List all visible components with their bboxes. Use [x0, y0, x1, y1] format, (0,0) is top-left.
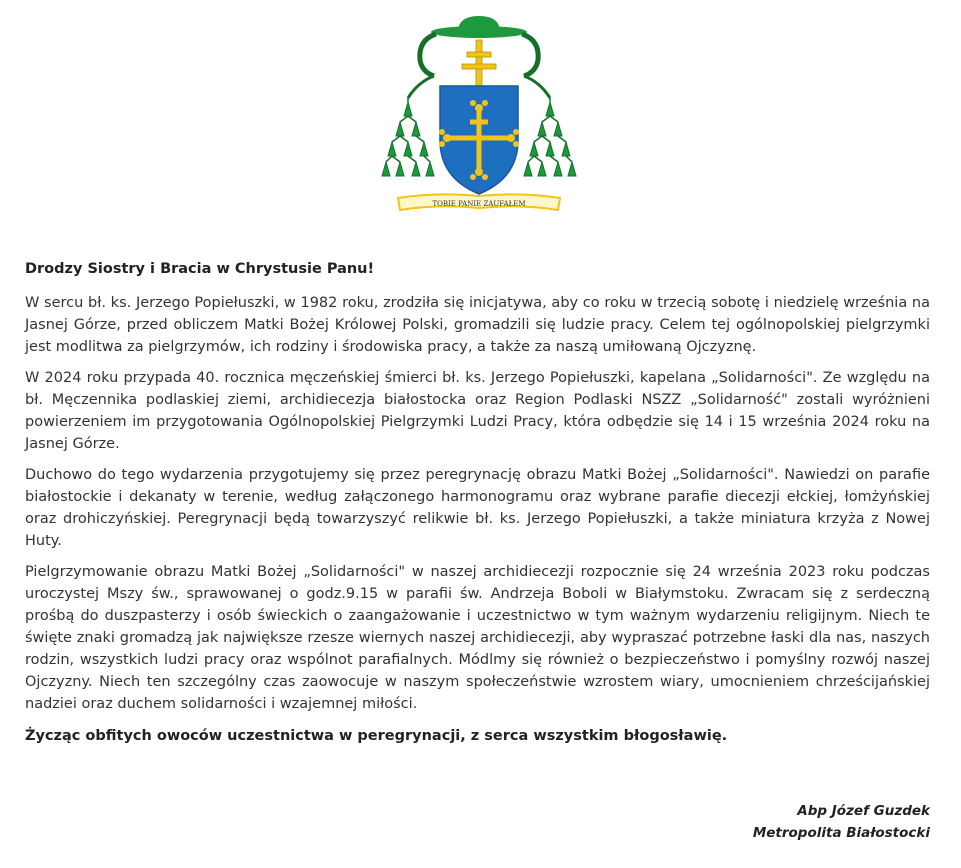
- paragraph-4: Pielgrzymowanie obrazu Matki Bożej „Solidarności" w naszej archidiecezji rozpocznie się 24 września 2023 roku podczas uroczystej Mszy św., sprawowanej o godz.9.15 w parafii św. Andrzeja Boboli w Białymstoku. Zwracam się z serdeczną prośbą do duszpasterzy i osób świeckich o zaangażowanie i uczestnictwo w tym ważnym wydarzeniu religijnym. Niech te święte znaki gromadzą jak największe rzesze wiernych naszej archidiecezji, aby wypraszać potrzebne łaski dla nas, naszych rodzin, wszystkich ludzi pracy oraz wspólnot parafialnych. Módlmy się również o bezpieczeństwo i pomyślny rozwój naszej Ojczyzny. Niech ten szczególny czas zaowocuje w naszym społeczeństwie wzrostem wiary, umocnieniem chrześcijańskiej nadziei oraz duchem solidarności i wzajemnej miłości.: [25, 564, 930, 712]
- paragraph-2: W 2024 roku przypada 40. rocznica męczeńskiej śmierci bł. ks. Jerzego Popiełuszki, kapelana „Solidarności". Ze względu na bł. Męczennika podlaskiej ziemi, archidiecezja białostocka oraz Region Podlaski NSZZ „Solidarność" zostali wyróżnieni powierzeniem im przygotowania Ogólnopolskiej Pielgrzymki Ludzi Pracy, która odbędzie się 14 i 15 września 2024 roku na Jasnej Górze.: [25, 370, 930, 452]
- signature-name: Abp Józef Guzdek: [797, 803, 930, 819]
- closing-blessing: Życząc obfitych owoców uczestnictwa w peregrynacji, z serca wszystkim błogosławię.: [25, 728, 728, 744]
- crest-motto: TOBIE PANIE ZAUFAŁEM: [432, 200, 526, 208]
- paragraph-3: Duchowo do tego wydarzenia przygotujemy się przez peregrynację obrazu Matki Bożej „Solidarności". Nawiedzi on parafie białostockie i dekanaty w terenie, według załączonego harmonogramu oraz wybrane parafie diecezji ełckiej, łomżyńskiej oraz drohiczyńskiej. Peregrynacji będą towarzyszyć relikwie bł. ks. Jerzego Popiełuszki, a także miniatura krzyża z Nowej Huty.: [25, 467, 930, 549]
- coat-of-arms-icon: [378, 10, 580, 222]
- signature: [753, 800, 930, 844]
- signature-title: Metropolita Białostocki: [752, 825, 930, 841]
- letter-body: [25, 258, 930, 747]
- greeting: Drodzy Siostry i Bracia w Chrystusie Panu!: [25, 261, 375, 277]
- paragraph-1: W sercu bł. ks. Jerzego Popiełuszki, w 1982 roku, zrodziła się inicjatywa, aby co roku w trzecią sobotę i niedzielę września na Jasnej Górze, przed obliczem Matki Bożej Królowej Polski, gromadzili się ludzie pracy. Celem tej ogólnopolskiej pielgrzymki jest modlitwa za pielgrzymów, ich rodziny i środowiska pracy, a także za naszą umiłowaną Ojczyznę.: [25, 295, 930, 355]
